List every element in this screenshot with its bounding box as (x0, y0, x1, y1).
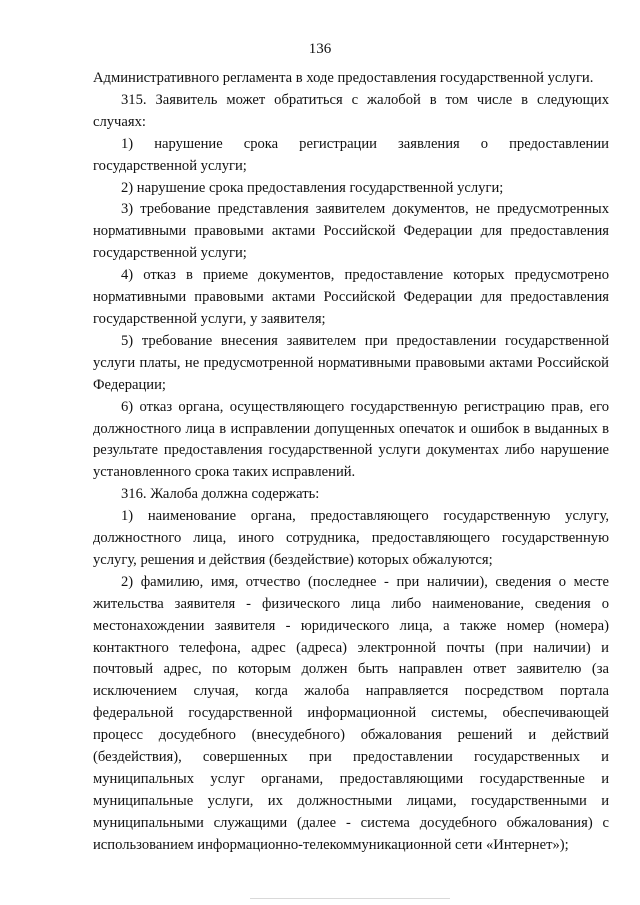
document-body (93, 68, 609, 857)
list-item-315-4: 4) отказ в приеме документов, предоставление которых предусмотрено нормативными правовыми актами Российской Федерации для предоставления государственной услуги, у заявителя; (93, 267, 609, 327)
list-item-315-3: 3) требование представления заявителем документов, не предусмотренных нормативными правовыми актами Российской Федерации для предоставления государственной услуги; (93, 201, 609, 262)
paragraph-316-heading: 316. Жалоба должна содержать: (121, 486, 320, 503)
scan-edge-line (250, 898, 450, 899)
list-item-315-1: 1) нарушение срока регистрации заявления о предоставлении государственной услуги; (93, 135, 609, 174)
list-item-316-2: 2) фамилию, имя, отчество (последнее - при наличии), сведения о месте жительства заявителя - физического лица либо наименование, сведения о местонахождении заявителя - юридического лица, а также номер (номера) контактного телефона, адрес (адреса) электронной почты (при наличии) и почтовый адрес, по которым должен быть направлен ответ заявителю (за исключением случая, когда жалоба направляется посредством портала федеральной государственной информационной системы, обеспечивающей процесс досудебного (внесудебного) обжалования решений и действий (бездействия), совершенных при предоставлении государственных и муниципальных услуг органами, предоставляющими государственные и муниципальные услуги, их должностными лицами, государственными и муниципальными служащими (далее - система досудебного обжалования) с использованием информационно-телекоммуникационной сети «Интернет»); (93, 573, 609, 853)
paragraph-315-heading: 315. Заявитель может обратиться с жалобой в том числе в следующих случаях: (93, 91, 609, 130)
list-item-315-5: 5) требование внесения заявителем при предоставлении государственной услуги платы, не предусмотренной нормативными правовыми актами Российской Федерации; (93, 332, 609, 393)
list-item-315-6: 6) отказ органа, осуществляющего государственную регистрацию прав, его должностного лица в исправлении допущенных опечаток и ошибок в выданных в результате предоставления государственной услуги документах либо нарушение установленного срока таких исправлений. (93, 398, 609, 481)
list-item-315-2: 2) нарушение срока предоставления государственной услуги; (121, 179, 504, 196)
page-number: 136 (308, 41, 332, 57)
list-item-316-1: 1) наименование органа, предоставляющего государственную услугу, должностного лица, иного сотрудника, предоставляющего государственную услугу, решения и действия (бездействие) которых обжалуются; (93, 508, 609, 568)
paragraph-intro-continuation: Административного регламента в ходе предоставления государственной услуги. (93, 70, 594, 86)
